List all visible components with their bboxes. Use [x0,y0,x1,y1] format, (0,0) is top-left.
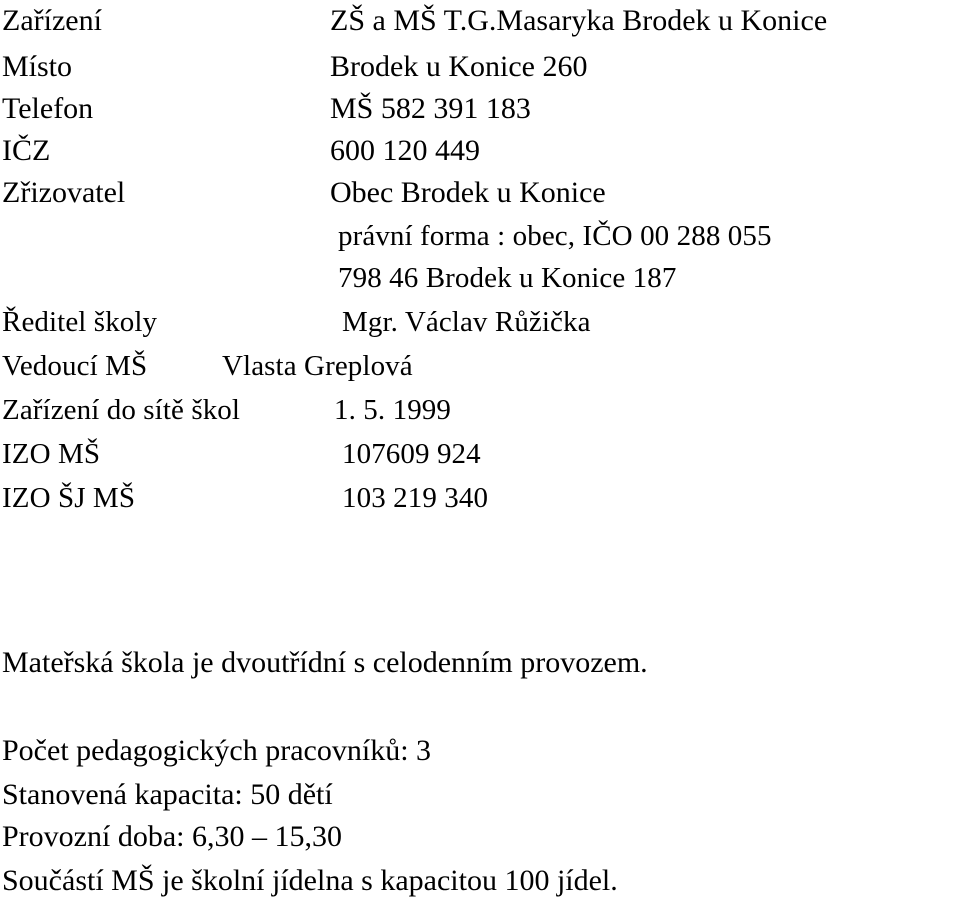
fact-staff: Počet pedagogických pracovníků: 3 [2,734,432,767]
info-value: Brodek u Konice 260 [330,50,588,83]
info-value: 798 46 Brodek u Konice 187 [338,262,677,294]
fact-hours: Provozní doba: 6,30 – 15,30 [2,820,342,853]
info-label: Místo [2,50,73,83]
info-row-zarizeni [2,4,828,37]
info-value: 103 219 340 [342,482,489,514]
info-row-izo-ms [2,438,481,470]
info-row-telefon [2,92,531,125]
info-value: Mgr. Václav Růžička [342,306,591,338]
info-value: právní forma : obec, IČO 00 288 055 [338,220,772,252]
info-row-icz [2,134,480,167]
info-value: 1. 5. 1999 [334,394,451,426]
info-label: Zařízení do sítě škol [2,394,241,426]
info-value: 600 120 449 [330,134,480,167]
info-row-izo-sj-ms [2,482,489,514]
info-row-zarizeni-site [2,394,451,426]
info-value: MŠ 582 391 183 [330,92,531,125]
info-label: IČZ [2,134,51,167]
info-label: Vedoucí MŠ [2,350,148,382]
info-label: Telefon [2,92,94,125]
info-row-vedouci [2,350,413,382]
info-row-reditel [2,306,591,338]
info-label: IZO MŠ [2,438,101,470]
info-value: ZŠ a MŠ T.G.Masaryka Brodek u Konice [330,4,828,37]
fact-canteen: Součástí MŠ je školní jídelna s kapacitou 100 jídel. [2,864,618,897]
info-value: Vlasta Greplová [222,350,413,382]
fact-capacity: Stanovená kapacita: 50 dětí [2,778,333,811]
info-value: Obec Brodek u Konice [330,176,606,209]
description-text: Mateřská škola je dvoutřídní s celodenním provozem. [2,646,648,679]
info-label: Zařízení [2,4,102,37]
info-label: IZO ŠJ MŠ [2,482,136,514]
info-row-zrizovatel [2,176,606,209]
info-value: 107609 924 [342,438,481,470]
info-label: Ředitel školy [2,306,158,338]
info-row-misto [2,50,588,83]
info-label: Zřizovatel [2,176,126,209]
